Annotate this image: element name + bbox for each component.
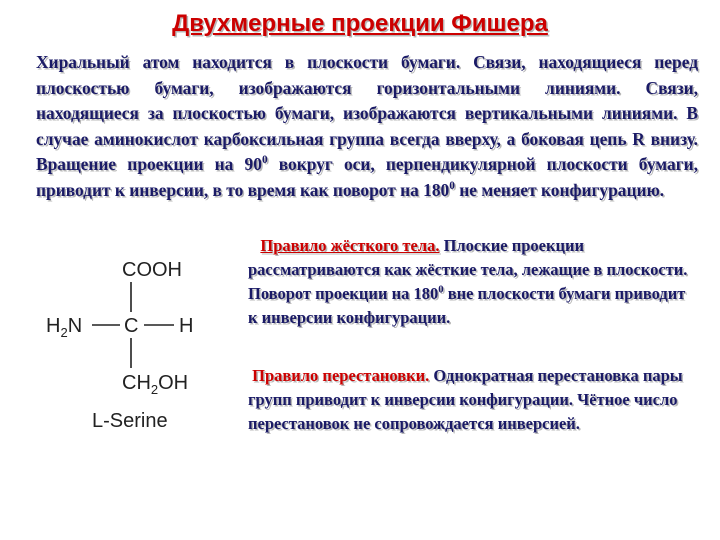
amino-group-label: $H_2N$ [46, 315, 83, 340]
intro-text-part1: Хиральный атом находится в плоскости бумаги. Связи, находящиеся перед плоскостью бумаги, изображаются горизонтальными линиями. Связи, находящиеся за плоскостью бумаги, изображаются вертикальными линиями. В случае аминокислот карбоксильная группа всегда вверху, а боковая цепь R внизу. Вращение проекции на 90 [36, 52, 698, 174]
molecule-caption: L-Serine [92, 410, 168, 432]
permutation-rule [248, 364, 694, 436]
hydrogen-label: H [179, 315, 194, 337]
rigid-body-rule-text2: вне плоскости бумаги приводит к инверсии конфигурации. [248, 284, 686, 327]
serine-fischer-projection [40, 258, 220, 438]
intro-text-part3: не меняет конфигурацию. [454, 179, 665, 200]
intro-degree-sup2: 0 [449, 179, 455, 192]
rigid-body-rule-sup: 0 [438, 283, 444, 296]
intro-degree-sup1: 0 [261, 154, 268, 167]
rigid-body-rule [248, 234, 694, 330]
intro-paragraph [36, 50, 698, 203]
permutation-rule-title: Правило перестановки. [252, 366, 430, 385]
permutation-rule-text: Однократная перестановка пары групп приводит к инверсии конфигурации. Чётное число перестановок не сопровождается инверсией. [248, 366, 683, 433]
slide-title: Двухмерные проекции Фишера [172, 10, 548, 37]
carboxyl-group-label: COOH [122, 259, 182, 281]
intro-text-part2: вокруг оси, перпендикулярной плоскости бумаги, приводит к инверсии, в то время как поворот на 180 [36, 154, 698, 200]
side-chain-label: $CH_2OH$ [122, 372, 189, 397]
rigid-body-rule-text1: Плоские проекции рассматриваются как жёсткие тела, лежащие в плоскости. Поворот проекции на 180 [248, 236, 688, 303]
chiral-carbon-label: C [124, 315, 139, 337]
rigid-body-rule-title: Правило жёсткого тела. [260, 236, 440, 255]
